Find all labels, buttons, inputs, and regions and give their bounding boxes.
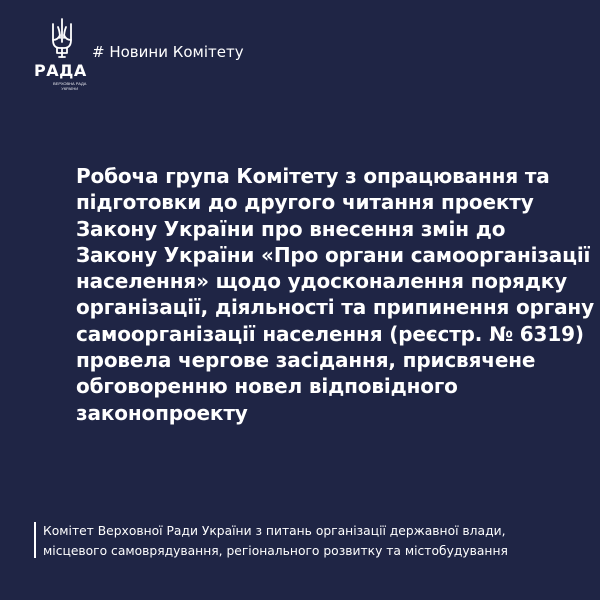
logo-title: РАДА <box>34 61 87 80</box>
trident-icon <box>51 18 73 58</box>
headline-line: Робоча група Комітету з опрацювання та <box>76 164 550 188</box>
headline-line: законопроекту <box>76 400 248 425</box>
headline-line: підготовки до другого читання проекту <box>76 190 534 215</box>
headline-line: Закону України про внесення змін до <box>76 216 506 241</box>
headline-line: Закону України «Про органи самоорганізації <box>76 242 591 267</box>
footer-line: місцевого самоврядування, регіонального розвитку та містобудування <box>43 543 508 558</box>
logo-subtitle <box>53 82 86 91</box>
headline-line: організації, діяльності та припинення органу <box>76 295 594 320</box>
news-hashtag: # Новини Комітету <box>92 43 244 61</box>
rada-logo <box>32 14 90 94</box>
logo-subtitle-line2: УКРАЇНИ <box>61 85 79 91</box>
headline <box>76 163 596 426</box>
logo-subtitle-line1: ВЕРХОВНА РАДА <box>53 81 87 86</box>
footer-line: Комітет Верховної Ради України з питань організації державної влади, <box>43 524 506 538</box>
headline-line: населення» щодо удосконалення порядку <box>76 269 568 294</box>
committee-footer <box>43 522 583 561</box>
footer-divider <box>34 522 36 558</box>
headline-line: самоорганізації населення (реєстр. № 6319) <box>76 321 584 346</box>
headline-line: обговоренню новел відповідного <box>76 374 458 399</box>
headline-line: провела чергове засідання, присвячене <box>76 348 536 373</box>
